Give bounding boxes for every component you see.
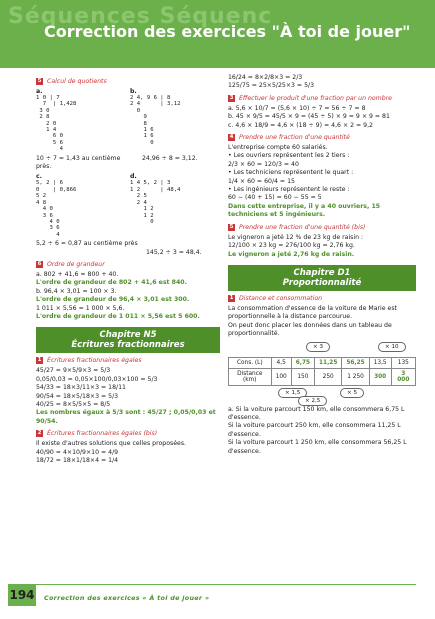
- answer-line: Le vigneron a jeté 2,76 kg de raisin.: [228, 250, 355, 258]
- exercise-title: Écritures fractionnaires égales: [47, 357, 142, 365]
- formula-line: 1/4 × 60 = 60/4 = 15: [228, 177, 295, 185]
- exercise-heading: [36, 357, 220, 364]
- formula-line: 45/27 = 9×5/9×3 = 5/3: [36, 367, 111, 375]
- division-result: 145,2 ÷ 3 = 48,4.: [146, 248, 202, 256]
- formula-line: b. 45 × 9/5 = 45/5 × 9 = (45 ÷ 5) × 9 = 9 × 9 = 81: [228, 113, 390, 121]
- exercise-heading: [228, 134, 416, 141]
- exercise-title: Écritures fractionnaires égales (bis): [47, 430, 158, 438]
- text-line: Si la voiture parcourt 1 250 km, elle consommera 56,25 L d'essence.: [228, 439, 407, 455]
- exercise-heading: [228, 95, 416, 102]
- text-line: La consommation d'essence de la voiture de Marie est proportionnelle à la distance parcourue.: [228, 304, 397, 321]
- item-label: d.: [130, 173, 137, 181]
- formula-line: 12/100 × 23 kg = 276/100 kg = 2,76 kg.: [228, 242, 355, 250]
- exercise-title: Effectuer le produit d'une fraction par un nombre: [239, 94, 392, 102]
- chapter-title: Écritures fractionnaires: [71, 340, 185, 351]
- footer-rule: [36, 584, 416, 585]
- text-line: Le vigneron a jeté 12 % de 23 kg de raisin :: [228, 233, 364, 241]
- page-header: [0, 0, 435, 68]
- answer-line: Dans cette entreprise, il y a 40 ouvriers, 15 techniciens et 5 ingénieurs.: [228, 202, 381, 219]
- page-title: Correction des exercices "À toi de jouer": [44, 22, 411, 41]
- formula-line: 40/90 = 4×10/9×10 = 4/9: [36, 448, 119, 456]
- exercise-number: 5: [37, 78, 42, 84]
- formula-line: 54/33 = 18×3/11×3 = 18/11: [36, 384, 126, 392]
- text-line: 1 011 × 5,56 ≈ 1 000 × 5,6.: [36, 304, 125, 312]
- table-row: [229, 368, 416, 385]
- table-cell: 13,5: [369, 357, 391, 368]
- division-result: 5,2 ÷ 6 ≈ 0,87 au centième près: [36, 240, 138, 248]
- multiplier-label: × 1,5: [278, 388, 307, 398]
- exercise-title: Calcul de quotients: [47, 78, 107, 85]
- answer-line: Les nombres égaux à 5/3 sont : 45/27 ; 0,05/0,03 et 90/54.: [36, 409, 216, 425]
- formula-line: 0,05/0,03 = 0,05×100/0,03×100 = 5/3: [36, 375, 158, 383]
- division-row: [36, 88, 220, 153]
- text-line: Il existe d'autres solutions que celles proposées.: [36, 440, 187, 448]
- footer-title: Correction des exercices « À toi de jouer »: [44, 594, 210, 602]
- text-line: a. Si la voiture parcourt 150 km, elle consommera 6,75 L d'essence.: [228, 405, 405, 421]
- table-cell: 100: [271, 368, 291, 385]
- table-row: [229, 357, 416, 368]
- exercise-heading: [228, 295, 416, 302]
- division-result: 10 ÷ 7 ≈ 1,43 au centième près.: [36, 154, 121, 171]
- long-division: 5, 2 | 6 0 | 0,866 5 2 4 8 4 0 3 6 4 0 3 6 4: [36, 180, 77, 238]
- table-cell: 6,75: [291, 357, 314, 368]
- exercise-number: 6: [37, 260, 42, 267]
- long-division: 1 4 5, 2 | 3 1 2 | 48,4 2 5 2 4 1 2 1 2 0: [130, 180, 181, 225]
- exercise-title: Prendre une fraction d'une quantité: [239, 134, 350, 142]
- exercise-heading: [36, 430, 220, 437]
- item-label: b.: [130, 88, 137, 95]
- multiplier-label: × 2,5: [298, 396, 327, 406]
- multiplier-arrows-bottom: [228, 388, 414, 406]
- exercise-heading: [36, 261, 220, 268]
- multiplier-arrows-top: [228, 339, 414, 353]
- exercise-number: 1: [229, 294, 234, 301]
- text-line: On peut donc placer les données dans un tableau de proportionnalité.: [228, 321, 392, 338]
- text-line: • Les ingénieurs représentent le reste :: [228, 186, 350, 194]
- division-row: [36, 173, 220, 238]
- multiplier-label: × 10: [378, 342, 406, 352]
- formula-line: 16/24 = 8×2/8×3 = 2/3: [228, 74, 303, 81]
- chapter-banner: [228, 265, 416, 291]
- table-cell: 135: [391, 357, 415, 368]
- header-watermark: Séquences Séquenc: [8, 4, 273, 29]
- text-line: a. 802 + 41,6 ≈ 800 + 40.: [36, 270, 119, 278]
- page-number: 194: [8, 584, 36, 606]
- exercise-number: 3: [229, 94, 234, 101]
- table-cell: Distance (km): [229, 368, 272, 385]
- text-line: L'entreprise compte 60 salariés.: [228, 144, 328, 152]
- formula-line: 40/25 = 8×5/5×5 = 8/5: [36, 401, 111, 408]
- table-cell: 150: [291, 368, 314, 385]
- text-line: • Les techniciens représentent le quart :: [228, 169, 354, 177]
- left-column: [36, 74, 220, 465]
- chapter-title: Proportionnalité: [282, 277, 362, 288]
- formula-line: 2/3 × 60 = 120/3 = 40: [228, 160, 299, 168]
- chapter-banner: [36, 327, 220, 353]
- long-division: 2 4, 9 6 | 8 2 4 | 3,12 0 9 8 1 6 1 6 0: [130, 95, 181, 146]
- exercise-number: 4: [229, 134, 234, 141]
- formula-line: a. 5,6 × 10/7 = (5,6 × 10) ÷ 7 = 56 ÷ 7 = 8: [228, 104, 366, 112]
- exercise-number: 5: [229, 223, 234, 230]
- text-line: • Les ouvriers représentent les 2 tiers :: [228, 152, 350, 160]
- exercise-title: Prendre une fraction d'une quantité (bis): [239, 223, 366, 231]
- exercise-title: Ordre de grandeur: [47, 260, 105, 268]
- formula-line: 125/75 = 25×5/25×3 = 5/3: [228, 82, 315, 90]
- item-label: a.: [36, 88, 43, 95]
- table-cell: 1 250: [342, 368, 369, 385]
- text-line: b. 96,4 × 3,01 ≈ 100 × 3.: [36, 287, 117, 295]
- table-cell: 11,25: [315, 357, 342, 368]
- text-line: Si la voiture parcourt 250 km, elle consommera 11,25 L d'essence.: [228, 422, 401, 438]
- item-label: c.: [36, 173, 43, 181]
- exercise-heading: [36, 78, 220, 85]
- formula-line: 18/72 = 18×1/18×4 = 1/4: [36, 457, 119, 465]
- chapter-number: Chapitre D1: [293, 267, 351, 278]
- long-division: 1 0 | 7 7 | 1,428 3 0 2 8 2 0 1 4 6 0 5 6 4: [36, 95, 77, 153]
- answer-line: L'ordre de grandeur de 96,4 × 3,01 est 300.: [36, 296, 190, 304]
- table-cell: Cons. (L): [229, 357, 272, 368]
- formula-line: c. 4,6 × 18/9 = 4,6 × (18 ÷ 9) = 4,6 × 2 = 9,2: [228, 121, 373, 129]
- answer-line: L'ordre de grandeur de 802 + 41,6 est 840.: [36, 279, 187, 287]
- exercise-heading: [228, 224, 416, 231]
- table-cell: 300: [369, 368, 391, 385]
- multiplier-label: × 5: [340, 388, 364, 398]
- table-cell: 4,5: [271, 357, 291, 368]
- answer-line: L'ordre de grandeur de 1 011 × 5,56 est 5 600.: [36, 312, 200, 320]
- exercise-number: 1: [37, 357, 42, 364]
- right-column: [228, 74, 416, 456]
- multiplier-label: × 3: [306, 342, 330, 352]
- exercise-title: Distance et consommation: [239, 294, 323, 302]
- formula-line: 90/54 = 18×5/18×3 = 5/3: [36, 392, 119, 400]
- chapter-number: Chapitre N5: [99, 330, 157, 341]
- division-result: 24,96 ÷ 8 = 3,12.: [142, 154, 198, 162]
- table-cell: 250: [315, 368, 342, 385]
- table-cell: 3 000: [391, 368, 415, 385]
- proportionality-table: [228, 357, 416, 386]
- exercise-number: 2: [37, 430, 42, 437]
- table-cell: 56,25: [342, 357, 369, 368]
- formula-line: 60 − (40 + 15) = 60 − 55 = 5: [228, 194, 322, 202]
